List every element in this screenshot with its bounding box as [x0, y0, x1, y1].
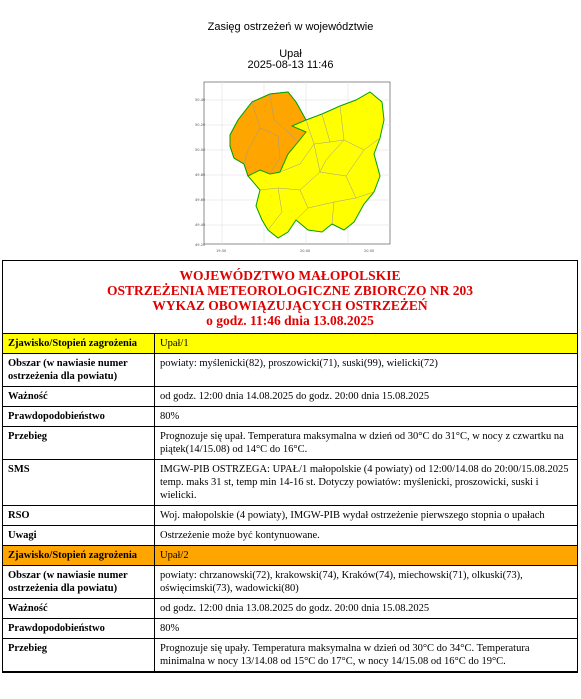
row-label: Ważność [3, 599, 155, 619]
phenomenon-label: Upał [279, 48, 302, 60]
lon-label: 20.50 [364, 249, 375, 253]
row-value: powiaty: chrzanowski(72), krakowski(74), Kraków(74), miechowski(71), olkuski(73), oświęcimski(73), wadowicki(80) [155, 566, 578, 599]
row-label: Obszar (w nawiasie numer ostrzeżenia dla powiatu) [3, 354, 155, 387]
section-header-row [3, 546, 577, 566]
report-title-line: OSTRZEŻENIA METEOROLOGICZNE ZBIORCZO NR 203 [106, 283, 474, 298]
report-title-line: o godz. 11:46 dnia 13.08.2025 [206, 313, 374, 328]
row-label: Obszar (w nawiasie numer ostrzeżenia dla powiatu) [3, 566, 155, 599]
table-row [3, 599, 577, 619]
row-label: RSO [3, 506, 155, 526]
row-value: Prognozuje się upał. Temperatura maksymalna w dzień od 30°C do 31°C, w nocy z czwartku na piątek(14/15.08) od 14°C do 16°C. [155, 427, 578, 460]
row-label: Uwagi [3, 526, 155, 546]
row-value: 80% [155, 619, 578, 639]
row-value: od godz. 12:00 dnia 13.08.2025 do godz. 20:00 dnia 15.08.2025 [155, 599, 578, 619]
table-row [3, 387, 577, 407]
row-value: 80% [155, 407, 578, 427]
lon-label: 19.50 [216, 249, 227, 253]
lat-label: 49.80 [195, 173, 206, 177]
row-value: Prognozuje się upały. Temperatura maksymalna w dzień od 30°C do 34°C. Temperatura minimalna w nocy 13/14.08 od 15°C do 17°C, w nocy 14/15.08 od 16°C do 19°C. [155, 639, 578, 672]
lat-label: 49.20 [195, 243, 206, 247]
section-header-label: Zjawisko/Stopień zagrożenia [3, 546, 155, 566]
table-row [3, 506, 577, 526]
row-value: Woj. małopolskie (4 powiaty), IMGW-PIB wydał ostrzeżenie pierwszego stopnia o upałach [155, 506, 578, 526]
table-row [3, 354, 577, 387]
row-label: Prawdopodobieństwo [3, 407, 155, 427]
table-row [3, 639, 577, 672]
table-row [3, 427, 577, 460]
section-header-value: Upał/2 [155, 546, 578, 566]
row-label: SMS [3, 460, 155, 506]
warning-map [194, 80, 394, 258]
report-title-line: WYKAZ OBOWIĄZUJĄCYCH OSTRZEŻEŃ [152, 298, 428, 313]
row-label: Przebieg [3, 639, 155, 672]
lat-label: 49.40 [195, 223, 206, 227]
row-label: Ważność [3, 387, 155, 407]
row-label: Przebieg [3, 427, 155, 460]
table-row [3, 407, 577, 427]
report-title [3, 261, 577, 334]
warning-report [2, 260, 578, 673]
row-value: powiaty: myślenicki(82), proszowicki(71), suski(99), wielicki(72) [155, 354, 578, 387]
section-header-label: Zjawisko/Stopień zagrożenia [3, 334, 155, 354]
table-row [3, 566, 577, 599]
page-title: Zasięg ostrzeżeń w województwie [207, 21, 374, 33]
lat-label: 49.60 [195, 198, 206, 202]
report-title-line: WOJEWÓDZTWO MAŁOPOLSKIE [179, 268, 401, 283]
section-header-row [3, 334, 577, 354]
table-row [3, 619, 577, 639]
table-row [3, 526, 577, 546]
warning-map-svg [194, 80, 394, 258]
issue-datetime: 2025-08-13 11:46 [247, 59, 334, 71]
table-row [3, 460, 577, 506]
row-value: Ostrzeżenie może być kontynuowane. [155, 526, 578, 546]
lat-label: 50.40 [195, 98, 206, 102]
row-value: od godz. 12:00 dnia 14.08.2025 do godz. 20:00 dnia 15.08.2025 [155, 387, 578, 407]
row-label: Prawdopodobieństwo [3, 619, 155, 639]
lat-label: 50.20 [195, 123, 206, 127]
row-value: IMGW-PIB OSTRZEGA: UPAŁ/1 małopolskie (4 powiaty) od 12:00/14.08 do 20:00/15.08.2025 temp. maks 31 st, temp min 14-16 st. Dotyczy powiatów: myślenicki, proszowicki, suski i wielicki. [155, 460, 578, 506]
lon-label: 20.00 [300, 249, 311, 253]
lat-label: 50.00 [195, 148, 206, 152]
warning-table [3, 334, 577, 672]
section-header-value: Upał/1 [155, 334, 578, 354]
